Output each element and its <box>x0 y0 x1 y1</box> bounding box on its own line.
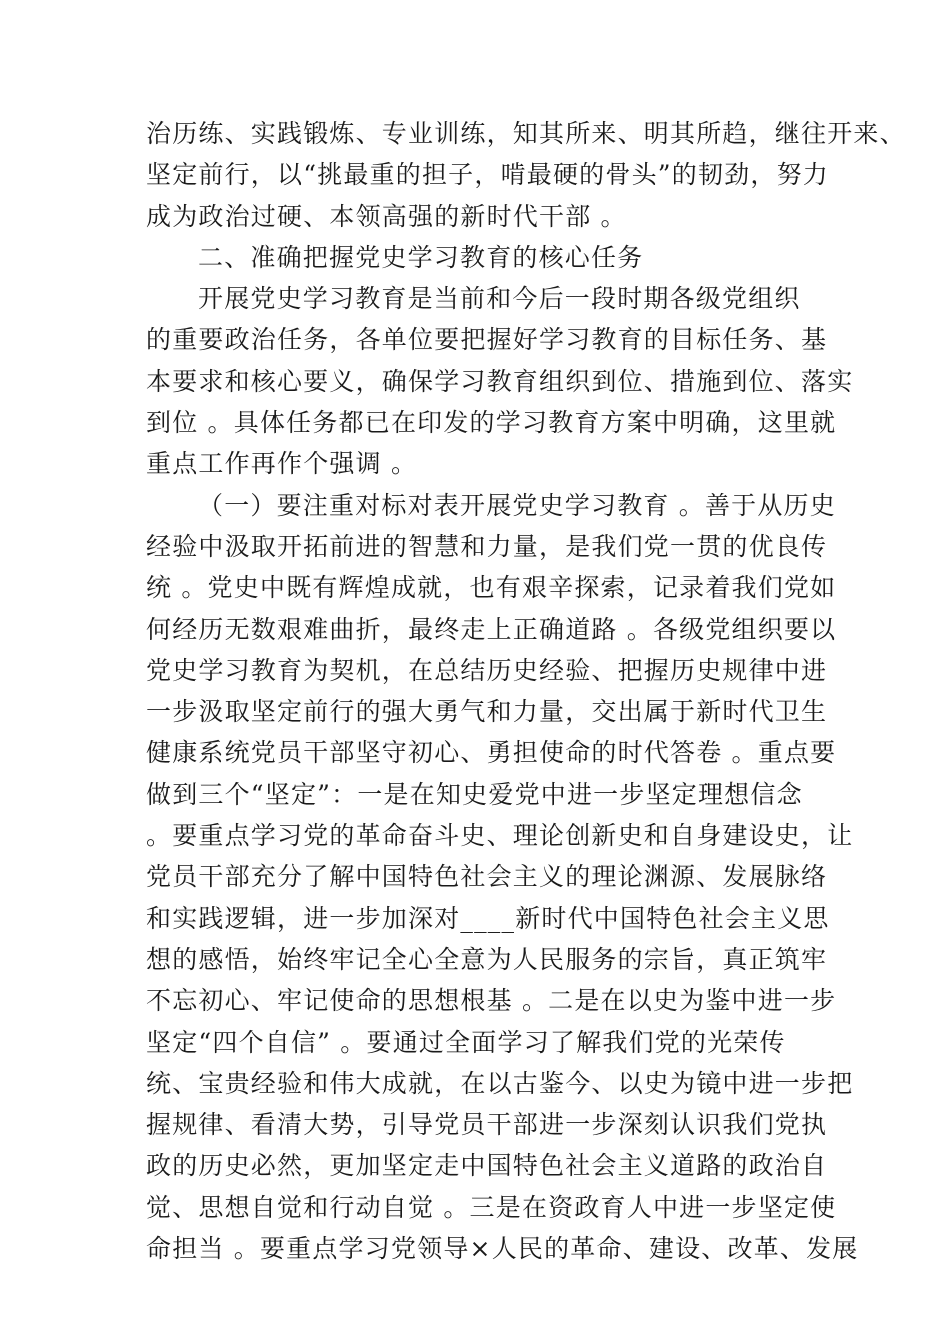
paragraph-start-line: 开展党史学习教育是当前和今后一段时期各级党组织 <box>198 284 801 314</box>
text-line: 一步汲取坚定前行的强大勇气和力量，交出属于新时代卫生 <box>146 697 828 727</box>
text-line: 不忘初心、牢记使命的思想根基 。二是在以史为鉴中进一步 <box>146 986 837 1016</box>
text-line: 政的历史必然，更加坚定走中国特色社会主义道路的政治自 <box>146 1151 828 1181</box>
text-line: 想的感悟，始终牢记全心全意为人民服务的宗旨，真正筑牢 <box>146 944 828 974</box>
text-line: 坚定前行，以“挑最重的担子，啃最硬的骨头”的韧劲，努力 <box>146 160 829 190</box>
text-line: 做到三个“坚定”：一是在知史爱党中进一步坚定理想信念 <box>146 779 803 809</box>
text-line: 命担当 。要重点学习党领导×人民的革命、建设、改革、发展 <box>146 1234 859 1264</box>
text-line: 治历练、实践锻炼、专业训练，知其所来、明其所趋，继往开来、 <box>146 119 906 148</box>
text-line: 经验中汲取开拓前进的智慧和力量，是我们党一贯的优良传 <box>146 531 828 561</box>
text-line: 的重要政治任务，各单位要把握好学习教育的目标任务、基 <box>146 325 828 355</box>
text-line: 何经历无数艰难曲折，最终走上正确道路 。各级党组织要以 <box>146 614 837 644</box>
text-line: 坚定“四个自信” 。要通过全面学习了解我们党的光荣传 <box>146 1027 786 1057</box>
text-line: 重点工作再作个强调 。 <box>146 449 418 479</box>
text-line: 。要重点学习党的革命奋斗史、理论创新史和自身建设史，让 <box>146 821 854 851</box>
subsection-heading-line: （一）要注重对标对表开展党史学习教育 。善于从历史 <box>198 490 836 520</box>
text-line: 握规律、看清大势，引导党员干部进一步深刻认识我们党执 <box>146 1110 828 1140</box>
body-text <box>146 113 906 1269</box>
section-heading: 二、准确把握党史学习教育的核心任务 <box>198 242 644 272</box>
text-line: 统 。党史中既有辉煌成就，也有艰辛探索，记录着我们党如 <box>146 573 837 603</box>
text-line: 成为政治过硬、本领高强的新时代干部 。 <box>146 201 627 231</box>
text-line: 党员干部充分了解中国特色社会主义的理论渊源、发展脉络 <box>146 862 828 892</box>
text-line: 到位 。具体任务都已在印发的学习教育方案中明确，这里就 <box>146 408 837 438</box>
text-line: 本要求和核心要义，确保学习教育组织到位、措施到位、落实 <box>146 366 854 396</box>
text-line: 觉、思想自觉和行动自觉 。三是在资政育人中进一步坚定使 <box>146 1192 837 1222</box>
text-line: 统、宝贵经验和伟大成就，在以古鉴今、以史为镜中进一步把 <box>146 1068 854 1098</box>
text-line: 党史学习教育为契机，在总结历史经验、把握历史规律中进 <box>146 655 828 685</box>
text-line: 和实践逻辑，进一步加深对____新时代中国特色社会主义思 <box>146 903 830 933</box>
text-line: 健康系统党员干部坚守初心、勇担使命的时代答卷 。重点要 <box>146 738 837 768</box>
